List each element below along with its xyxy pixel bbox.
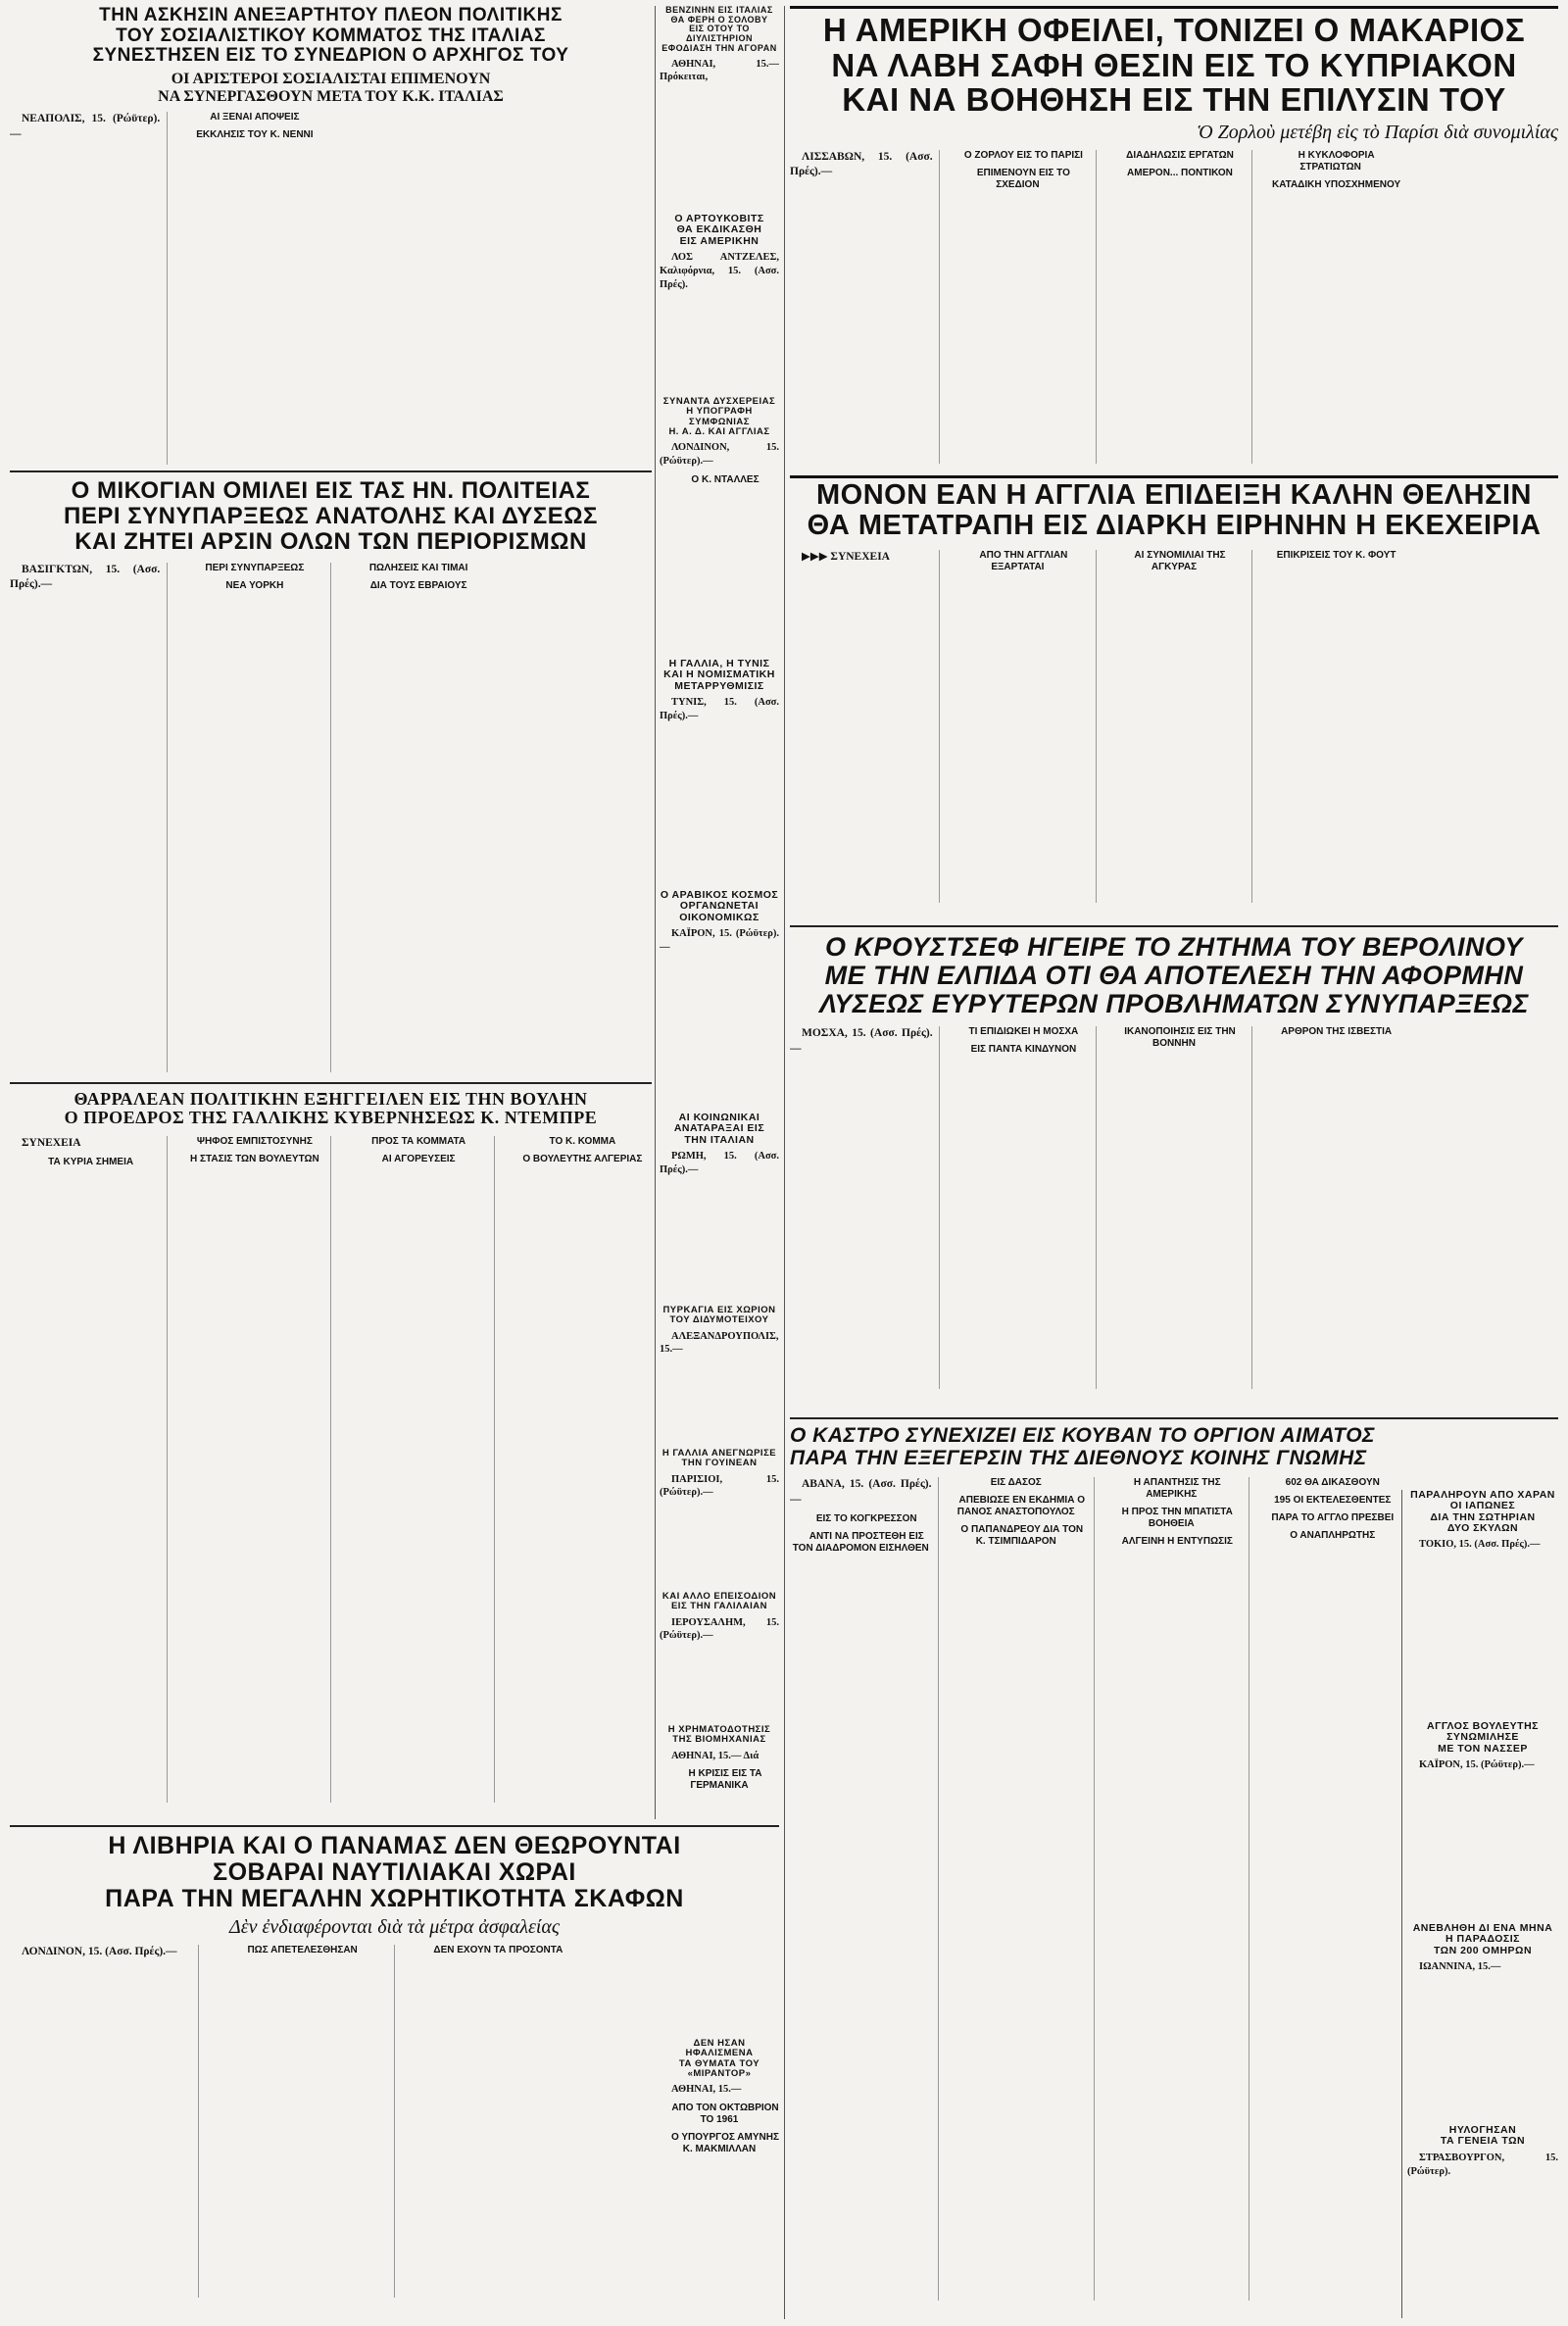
arrow-marker: ▶▶▶ (802, 550, 828, 563)
headline-line: ΜΕ ΤΟΝ ΝΑΣΣΕΡ (1438, 1742, 1528, 1755)
column-heading: ΝΕΑ ΥΟΡΚΗ (225, 579, 284, 591)
column-heading: Ο ΒΟΥΛΕΥΤΗΣ ΑΛΓΕΡΙΑΣ (522, 1153, 643, 1164)
headline-line: ΕΙΣ ΤΗΝ ΓΑΛΙΛΑΙΑΝ (670, 1601, 768, 1612)
headline-line: ΔΙΑ ΤΗΝ ΣΩΤΗΡΙΑΝ (1430, 1510, 1536, 1523)
column-heading: ΑΠΕΒΙΩΣΕ ΕΝ ΕΚΔΗΜΙΑ Ο ΠΑΝΟΣ ΑΝΑΣΤΟΠΟΥΛΟΣ (956, 1495, 1085, 1518)
headline-line: ΕΦΟΔΙΑΣΗ ΤΗΝ ΑΓΟΡΑΝ (662, 42, 777, 53)
headline (660, 1725, 779, 1746)
subhead-line: ΟΙ ΑΡΙΣΤΕΡΟΙ ΣΟΣΙΑΛΙΣΤΑΙ ΕΠΙΜΕΝΟΥΝ (171, 70, 491, 87)
headline-line: Ο ΚΑΣΤΡΟ ΣΥΝΕΧΙΖΕΙ ΕΙΣ ΚΟΥΒΑΝ ΤΟ ΟΡΓΙΟΝ ΑΙΜΑΤΟΣ (790, 1425, 1375, 1447)
headline-line: ΠΥΡΚΑΓΙΑ ΕΙΣ ΧΩΡΙΟΝ (662, 1306, 776, 1315)
article-debre (10, 1090, 652, 1820)
headline-line: ΘΑ ΕΚΔΙΚΑΣΘΗ (676, 223, 762, 236)
headline (660, 6, 779, 54)
headline-line: ΘΑΡΡΑΛΕΑΝ ΠΟΛΙΤΙΚΗΝ ΕΞΗΓΓΕΙΛΕΝ ΕΙΣ ΤΗΝ ΒΟΥΛΗΝ (74, 1090, 588, 1109)
headline-line: Ο ΚΡΟΥΣΤΣΕΦ ΗΓΕΙΡΕ ΤΟ ΖΗΤΗΜΑ ΤΟΥ ΒΕΡΟΛΙΝΟΥ (825, 933, 1523, 962)
column-heading: ΠΩΣ ΑΠΕΤΕΛΕΣΘΗΣΑΝ (247, 1945, 358, 1955)
headline-line: ΜΟΝΟΝ ΕΑΝ Η ΑΓΓΛΙΑ ΕΠΙΔΕΙΞΗ ΚΑΛΗΝ ΘΕΛΗΣΙΝ (816, 480, 1532, 511)
dateline: ΝΕΑΠΟΛΙΣ, 15. (Ρώϋτερ).— (10, 113, 161, 140)
column-heading: Η ΠΡΟΣ ΤΗΝ ΜΠΑΤΙΣΤΑ ΒΟΗΘΕΙΑ (1121, 1507, 1233, 1530)
divider (790, 925, 1558, 927)
article-body (790, 150, 1558, 464)
dateline: ΙΕΡΟΥΣΑΛΗΜ, 15. (Ρώϋτερ).— (660, 1616, 779, 1642)
column-heading: Ο ΠΑΠΑΝΔΡΕΟΥ ΔΙΑ ΤΟΝ Κ. ΤΣΙΜΠΙΔΑΡΟΝ (960, 1524, 1084, 1548)
column-heading: Ο ΥΠΟΥΡΓΟΣ ΑΜΥΝΗΣ Κ. ΜΑΚΜΙΛΛΑΝ (671, 2131, 779, 2154)
headline-line: ΟΙΚΟΝΟΜΙΚΩΣ (679, 911, 760, 923)
article-body (660, 1150, 779, 1177)
column-heading: ΕΙΣ ΠΑΝΤΑ ΚΙΝΔΥΝΟΝ (970, 1044, 1077, 1056)
article-body (660, 1616, 779, 1644)
headline (660, 659, 779, 692)
column-divider (784, 6, 785, 2319)
article-body (1407, 1960, 1558, 1974)
dateline: ΑΘΗΝΑΙ, 15.— Πρόκειται, (660, 58, 779, 83)
headline-line: ΤΗΝ ΑΣΚΗΣΙΝ ΑΝΕΞΑΡΤΗΤΟΥ ΠΛΕΟΝ ΠΟΛΙΤΙΚΗΣ (99, 6, 563, 25)
headline-line: Η ΓΑΛΛΙΑ ΑΝΕΓΝΩΡΙΣΕ (662, 1449, 777, 1459)
continued-marker: ΣΥΝΕΧΕΙΑ (22, 1136, 81, 1149)
headline-line: Η ΧΡΗΜΑΤΟΔΟΤΗΣΙΣ (667, 1725, 771, 1735)
article-italian-socialists (10, 6, 652, 467)
headline-line: ΑΙ ΚΟΙΝΩΝΙΚΑΙ (678, 1113, 760, 1123)
column-heading: ΠΡΟΣ ΤΑ ΚΟΜΜΑΤΑ (371, 1135, 466, 1147)
headline-line: Η ΑΜΕΡΙΚΗ ΟΦΕΙΛΕΙ, ΤΟΝΙΖΕΙ Ο ΜΑΚΑΡΙΟΣ (822, 12, 1526, 48)
column-heading: ΑΛΓΕΙΝΗ Η ΕΝΤΥΠΩΣΙΣ (1121, 1536, 1233, 1548)
headline-line: ΕΙΣ ΟΤΟΥ ΤΟ ΔΙΥΛΙΣΤΗΡΙΟΝ (685, 24, 754, 44)
article-usa-uk-agreement (660, 397, 779, 652)
headline (660, 1306, 779, 1326)
column-heading: ΔΙΑ ΤΟΥΣ ΕΒΡΑΙΟΥΣ (369, 579, 467, 591)
column-heading: ΔΙΑΔΗΛΩΣΙΣ ΕΡΓΑΤΩΝ (1126, 149, 1234, 161)
article-body (660, 251, 779, 292)
column-heading: ΑΡΘΡΟΝ ΤΗΣ ΙΣΒΕΣΤΙΑ (1281, 1026, 1393, 1038)
headline (1407, 1490, 1558, 1534)
dateline: ΙΩΑΝΝΙΝΑ, 15.— (1419, 1960, 1501, 1972)
article-body (790, 1026, 1558, 1389)
column-heading: ΕΙΣ ΤΟ ΚΟΓΚΡΕΣΣΟΝ (815, 1512, 917, 1524)
divider (10, 470, 652, 472)
headline (10, 478, 652, 555)
headline-line: Η ΥΠΟΓΡΑΦΗ ΣΥΜΦΩΝΙΑΣ (686, 406, 753, 427)
headline-line: ΘΑ ΦΕΡΗ Ο ΣΟΛΟΒΥ (670, 14, 768, 25)
dateline: ΠΑΡΙΣΙΟΙ, 15. (Ρώϋτερ).— (660, 1473, 779, 1499)
article-body (1407, 1538, 1558, 1552)
article-body (660, 696, 779, 723)
column-heading: Ο ΑΝΑΠΛΗΡΩΤΗΣ (1290, 1530, 1376, 1542)
article-france-guinea (660, 1449, 779, 1586)
headline-line: ΤΟΥ ΣΟΣΙΑΛΙΣΤΙΚΟΥ ΚΟΜΜΑΤΟΣ ΤΗΣ ΙΤΑΛΙΑΣ (116, 25, 546, 46)
dateline: ΑΘΗΝΑΙ, 15.— (671, 2084, 742, 2095)
article-italy-petrol (660, 6, 779, 207)
column-heading: ΑΙ ΑΓΟΡΕΥΣΕΙΣ (381, 1153, 456, 1164)
headline-line: ΟΙ ΙΑΠΩΝΕΣ (1449, 1500, 1516, 1512)
headline-line: Ο ΑΡΤΟΥΚΟΒΙΤΣ (674, 214, 764, 224)
article-industry-financing (660, 1725, 779, 1823)
headline-line: ΑΝΕΒΛΗΘΗ ΔΙ ΕΝΑ ΜΗΝΑ (1412, 1923, 1553, 1934)
headline (660, 890, 779, 923)
headline-line: Ο ΜΙΚΟΓΙΑΝ ΟΜΙΛΕΙ ΕΙΣ ΤΑΣ ΗΝ. ΠΟΛΙΤΕΙΑΣ (71, 478, 591, 504)
column-heading: Η ΚΥΚΛΟΦΟΡΙΑ ΣΤΡΑΤΙΩΤΩΝ (1298, 149, 1375, 173)
headline-line: ΠΑΡΑΛΗΡΟΥΝ ΑΠΟ ΧΑΡΑΝ (1410, 1490, 1555, 1501)
continued-marker: ΣΥΝΕΧΕΙΑ (830, 550, 890, 563)
headline-line: ΟΡΓΑΝΩΝΕΤΑΙ (679, 900, 760, 913)
dateline: ΒΑΣΙΓΚΤΩΝ, 15. (Ασσ. Πρές).— (10, 563, 161, 590)
dateline: ΤΟΚΙΟ, 15. (Ασσ. Πρές).— (1419, 1539, 1541, 1551)
column-heading: Ο Κ. ΝΤΑΛΛΕΣ (691, 473, 760, 485)
divider (10, 1825, 779, 1827)
headline-line: ΠΕΡΙ ΣΥΝΥΠΑΡΞΕΩΣ ΑΝΑΤΟΛΗΣ ΚΑΙ ΔΥΣΕΩΣ (64, 502, 598, 529)
article-body (660, 441, 779, 486)
column-heading: ΨΗΦΟΣ ΕΜΠΙΣΤΟΣΥΝΗΣ (196, 1135, 313, 1147)
article-body (790, 550, 1558, 903)
dateline: ΛΙΣΣΑΒΩΝ, 15. (Ασσ. Πρές).— (790, 150, 933, 178)
dateline: ΑΒΑΝΑ, 15. (Ασσ. Πρές).— (790, 1478, 932, 1506)
column-heading: ΔΕΝ ΕΧΟΥΝ ΤΑ ΠΡΟΣΟΝΤΑ (433, 1945, 564, 1955)
headline (790, 1425, 1397, 1469)
column-heading: ΤΙ ΕΠΙΔΙΩΚΕΙ Η ΜΟΣΧΑ (968, 1026, 1079, 1038)
headline-line: ΛΥΣΕΩΣ ΕΥΡΥΤΕΡΩΝ ΠΡΟΒΛΗΜΑΤΩΝ ΣΥΝΥΠΑΡΞΕΩΣ (819, 989, 1529, 1019)
subheadline: Ὁ Ζορλοὺ μετέβη εἰς τὸ Παρίσι διὰ συνομιλίας (1197, 121, 1558, 143)
column-heading: Ο ΖΟΡΛΟΥ ΕΙΣ ΤΟ ΠΑΡΙΣΙ (963, 149, 1083, 161)
article-italy-unrest (660, 1113, 779, 1299)
subhead-line: ΝΑ ΣΥΝΕΡΓΑΣΘΟΥΝ ΜΕΤΑ ΤΟΥ Κ.Κ. ΙΤΑΛΙΑΣ (158, 87, 504, 105)
article-body (660, 1750, 779, 1793)
headline-line: Η. Α. Δ. ΚΑΙ ΑΓΓΛΙΑΣ (668, 425, 770, 437)
column-heading: ΠΑΡΑ ΤΟ ΑΓΓΛΟ ΠΡΕΣΒΕΙ (1271, 1512, 1395, 1524)
subheadline: Δὲν ἐνδιαφέρονται διὰ τὰ μέτρα ἀσφαλείας (228, 1916, 561, 1938)
headline-line: ΤΑ ΓΕΝΕΙΑ ΤΩΝ (1440, 2135, 1526, 2148)
article-mp-nasser (1407, 1721, 1558, 1917)
column-heading: ΠΩΛΗΣΕΙΣ ΚΑΙ ΤΙΜΑΙ (368, 562, 468, 573)
column-heading: ΕΠΙΜΕΝΟΥΝ ΕΙΣ ΤΟ ΣΧΕΔΙΟΝ (976, 167, 1070, 190)
article-khrushchev-berlin (790, 933, 1558, 1411)
headline-line: Η ΠΑΡΑΔΟΣΙΣ (1446, 1933, 1520, 1946)
dateline: ΛΟΣ ΑΝΤΖΕΛΕΣ, Καλιφόρνια, 15. (Ασσ. Πρές). (660, 251, 779, 290)
dateline: ΤΥΝΙΣ, 15. (Ασσ. Πρές).— (660, 696, 779, 721)
headline-line: ΠΑΡΑ ΤΗΝ ΜΕΓΑΛΗΝ ΧΩΡΗΤΙΚΟΤΗΤΑ ΣΚΑΦΩΝ (105, 1885, 684, 1912)
article-artukovic (660, 214, 779, 390)
article-body (10, 563, 652, 1072)
article-body (790, 1477, 1397, 2301)
article-truce (790, 480, 1558, 919)
headline (1407, 2125, 1558, 2148)
dateline: ΑΘΗΝΑΙ, 15.— Διά (671, 1750, 760, 1761)
headline-line: ΚΑΙ ΝΑ ΒΟΗΘΗΣΗ ΕΙΣ ΤΗΝ ΕΠΙΛΥΣΙΝ ΤΟΥ (842, 81, 1506, 119)
headline (660, 1113, 779, 1146)
column-heading: 602 ΘΑ ΔΙΚΑΣΘΟΥΝ (1285, 1477, 1380, 1489)
headline (1407, 1923, 1558, 1956)
article-didymoteicho-fire (660, 1306, 779, 1443)
headline-line: ΤΑ ΘΥΜΑΤΑ ΤΟΥ «ΜΙΡΑΝΤΟΡ» (678, 2057, 760, 2079)
headline (660, 1592, 779, 1612)
divider (790, 1417, 1558, 1419)
column-heading: ΑΙ ΞΕΝΑΙ ΑΠΟΨΕΙΣ (210, 112, 300, 124)
headline-line: ΗΥΛΟΓΗΣΑΝ (1448, 2125, 1517, 2136)
headline-line: ΚΑΙ ΖΗΤΕΙ ΑΡΣΙΝ ΟΛΩΝ ΤΩΝ ΠΕΡΙΟΡΙΣΜΩΝ (74, 527, 587, 555)
headline-line: ΣΥΝΑΝΤΑ ΔΥΣΧΕΡΕΙΑΣ (662, 397, 776, 407)
divider (10, 1082, 652, 1084)
article-arab-world (660, 890, 779, 1106)
column-heading: ΤΑ ΚΥΡΙΑ ΣΗΜΕΙΑ (48, 1157, 134, 1168)
article-mirantor-victims (660, 2039, 779, 2318)
column-heading: ΑΙ ΣΥΝΟΜΙΛΙΑΙ ΤΗΣ ΑΓΚΥΡΑΣ (1134, 549, 1226, 572)
headline-line: ΚΑΙ ΑΛΛΟ ΕΠΕΙΣΟΔΙΟΝ (662, 1592, 777, 1602)
dateline: ΑΛΕΞΑΝΔΡΟΥΠΟΛΙΣ, 15.— (660, 1330, 779, 1356)
headline-line: ΤΗΝ ΓΟΥΙΝΕΑΝ (681, 1458, 758, 1469)
headline (10, 6, 652, 67)
article-body (1407, 2152, 1558, 2179)
headline-line: ΚΑΙ Η ΝΟΜΙΣΜΑΤΙΚΗ (663, 668, 775, 681)
column-divider (1401, 1490, 1402, 2318)
article-hostages-postponed (1407, 1923, 1558, 2119)
headline (790, 933, 1558, 1018)
article-mikoyan (10, 478, 652, 1076)
headline-line: ΒΕΝΖΙΝΗΝ ΕΙΣ ΙΤΑΛΙΑΣ (665, 6, 773, 15)
column-heading: Η ΣΤΑΣΙΣ ΤΩΝ ΒΟΥΛΕΥΤΩΝ (189, 1153, 319, 1164)
dateline: ΚΑΪΡΟΝ, 15. (Ρώϋτερ).— (1419, 1758, 1535, 1770)
dateline: ΜΟΣΧΑ, 15. (Ασσ. Πρές).— (790, 1027, 933, 1055)
column-heading: ΠΕΡΙ ΣΥΝΥΠΑΡΞΕΩΣ (205, 562, 305, 573)
column-heading: ΑΜΕΡΟΝ... ΠΟΝΤΙΚΟΝ (1127, 167, 1233, 178)
article-body (10, 112, 652, 465)
headline-line: ΑΓΓΛΟΣ ΒΟΥΛΕΥΤΗΣ (1427, 1721, 1539, 1732)
article-castro-cuba (790, 1425, 1397, 2317)
column-heading: Η ΑΠΑΝΤΗΣΙΣ ΤΗΣ ΑΜΕΡΙΚΗΣ (1133, 1477, 1221, 1501)
column-heading: ΙΚΑΝΟΠΟΙΗΣΙΣ ΕΙΣ ΤΗΝ ΒΟΝΝΗΝ (1124, 1026, 1236, 1050)
article-body (10, 1136, 652, 1803)
article-galilee-incident (660, 1592, 779, 1719)
article-body (1407, 1758, 1558, 1772)
column-divider (655, 6, 656, 1819)
article-japanese-dogs (1407, 1490, 1558, 1715)
headline (660, 214, 779, 247)
article-france-tunis (660, 659, 779, 884)
column-heading: ΕΚΚΛΗΣΙΣ ΤΟΥ Κ. ΝΕΝΝΙ (196, 129, 314, 141)
headline-line: Ο ΠΡΟΕΔΡΟΣ ΤΗΣ ΓΑΛΛΙΚΗΣ ΚΥΒΕΡΝΗΣΕΩΣ Κ. ΝΤΕΜΠΡΕ (64, 1108, 598, 1128)
headline-line: ΤΗΝ ΙΤΑΛΙΑΝ (684, 1133, 755, 1146)
headline-line: ΣΟΒΑΡΑΙ ΝΑΥΤΙΛΙΑΚΑΙ ΧΩΡΑΙ (213, 1858, 576, 1886)
dateline: ΛΟΝΔΙΝΟΝ, 15. (Ασσ. Πρές).— (22, 1946, 177, 1957)
column-heading: ΕΠΙΚΡΙΣΕΙΣ ΤΟΥ Κ. ΦΟΥΤ (1276, 549, 1396, 561)
dateline: ΣΤΡΑΣΒΟΥΡΓΟΝ, 15. (Ρώϋτερ). (1407, 2152, 1558, 2177)
dateline: ΛΟΝΔΙΝΟΝ, 15. (Ρώϋτερ).— (660, 442, 779, 467)
article-makarios (790, 6, 1558, 478)
headline (660, 2039, 779, 2079)
column-heading: ΑΠΟ ΤΗΝ ΑΓΓΛΙΑΝ ΕΞΑΡΤΑΤΑΙ (979, 549, 1068, 572)
column-heading: 195 ΟΙ ΕΚΤΕΛΕΣΘΕΝΤΕΣ (1274, 1495, 1392, 1507)
dateline: ΡΩΜΗ, 15. (Ασσ. Πρές).— (660, 1150, 779, 1175)
headline (660, 1449, 779, 1469)
article-body (660, 58, 779, 85)
headline-line: ΤΗΣ ΒΙΟΜΗΧΑΝΙΑΣ (672, 1734, 766, 1746)
headline-line: ΝΑ ΛΑΒΗ ΣΑΦΗ ΘΕΣΙΝ ΕΙΣ ΤΟ ΚΥΠΡΙΑΚΟΝ (831, 46, 1517, 83)
column-heading: ΚΑΤΑΔΙΚΗ ΥΠΟΣΧΗΜΕΝΟΥ (1271, 178, 1401, 190)
headline-line: ΑΝΑΤΑΡΑΞΑΙ ΕΙΣ (673, 1122, 765, 1135)
headline-line: ΜΕΤΑΡΡΥΘΜΙΣΙΣ (674, 679, 764, 692)
headline-line: ΕΙΣ ΑΜΕΡΙΚΗΝ (679, 234, 760, 247)
article-body (660, 2083, 779, 2155)
headline-line: ΣΥΝΕΣΤΗΣΕΝ ΕΙΣ ΤΟ ΣΥΝΕΔΡΙΟΝ Ο ΑΡΧΗΓΟΣ ΤΟΥ (92, 45, 569, 67)
headline-line: ΤΟΥ ΔΙΔΥΜΟΤΕΙΧΟΥ (669, 1314, 769, 1326)
headline-line: Ο ΑΡΑΒΙΚΟΣ ΚΟΣΜΟΣ (660, 890, 779, 901)
headline-line: ΤΩΝ 200 ΟΜΗΡΩΝ (1433, 1944, 1533, 1956)
column-heading: ΑΝΤΙ ΝΑ ΠΡΟΣΤΕΘΗ ΕΙΣ ΤΟΝ ΔΙΑΔΡΟΜΟΝ ΕΙΣΗΛΘΕΝ ΕΙΣ ΔΑΣΟΣ (792, 1477, 1042, 1554)
headline (10, 1090, 652, 1128)
headline-line: Η ΛΙΒΗΡΙΑ ΚΑΙ Ο ΠΑΝΑΜΑΣ ΔΕΝ ΘΕΩΡΟΥΝΤΑΙ (108, 1833, 681, 1859)
headline (1407, 1721, 1558, 1755)
dateline: ΚΑΪΡΟΝ, 15. (Ρώϋτερ).— (660, 927, 779, 953)
headline-line: ΣΥΝΩΜΙΛΗΣΕ (1446, 1731, 1519, 1744)
article-body (660, 1473, 779, 1501)
headline-line: ΘΑ ΜΕΤΑΤΡΑΠΗ ΕΙΣ ΔΙΑΡΚΗ ΕΙΡΗΝΗΝ Η ΕΚΕΧΕΙΡΙΑ (807, 510, 1542, 542)
headline-line: ΠΑΡΑ ΤΗΝ ΕΞΕΓΕΡΣΙΝ ΤΗΣ ΔΙΕΘΝΟΥΣ ΚΟΙΝΗΣ ΓΝΩΜΗΣ (790, 1446, 1367, 1469)
article-body (660, 927, 779, 955)
article-body (660, 1330, 779, 1358)
headline (790, 13, 1558, 118)
headline-line: ΜΕ ΤΗΝ ΕΛΠΙΔΑ ΟΤΙ ΘΑ ΑΠΟΤΕΛΕΣΗ ΤΗΝ ΑΦΟΡΜΗΝ (824, 961, 1524, 991)
headline (790, 480, 1558, 542)
column-heading: Η ΚΡΙΣΙΣ ΕΙΣ ΤΑ ΓΕΡΜΑΝΙΚΑ (688, 1768, 762, 1792)
article-blessed-beards (1407, 2125, 1558, 2317)
headline (10, 1833, 779, 1912)
column-heading: ΑΠΟ ΤΟΝ ΟΚΤΩΒΡΙΟΝ ΤΟ 1961 (671, 2102, 779, 2125)
column-heading: ΤΟ Κ. ΚΟΜΜΑ (549, 1135, 616, 1147)
headline (660, 397, 779, 437)
headline-line: Η ΓΑΛΛΙΑ, Η ΤΥΝΙΣ (668, 659, 770, 669)
subheadline (10, 71, 652, 107)
headline-line: ΔΕΝ ΗΣΑΝ ΗΦΑΛΙΣΜΕΝΑ (685, 2039, 754, 2059)
headline-line: ΔΥΟ ΣΚΥΛΩΝ (1446, 1521, 1519, 1534)
